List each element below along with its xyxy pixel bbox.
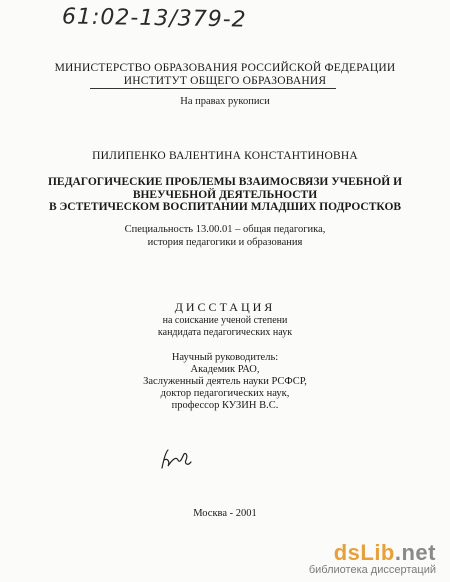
degree-statement xyxy=(0,315,450,339)
author-name: ПИЛИПЕНКО ВАЛЕНТИНА КОНСТАНТИНОВНА xyxy=(92,150,358,162)
institute-line: ИНСТИТУТ ОБЩЕГО ОБРАЗОВАНИЯ xyxy=(123,75,327,87)
archive-number-handwritten: 61:02-13/379-2 xyxy=(61,4,247,33)
supervisor-line: Академик РАО, xyxy=(190,364,260,375)
degree-line: на соискание ученой степени xyxy=(162,315,288,326)
title-line: ПЕДАГОГИЧЕСКИЕ ПРОБЛЕМЫ ВЗАИМОСВЯЗИ УЧЕБНОЙ И xyxy=(47,176,403,188)
handwritten-signature xyxy=(158,446,194,474)
supervisor-line: Научный руководитель: xyxy=(171,352,279,363)
ministry-header xyxy=(0,62,450,88)
supervisor-line: профессор КУЗИН В.С. xyxy=(171,400,279,411)
supervisor-block xyxy=(0,352,450,412)
ministry-line: МИНИСТЕРСТВО ОБРАЗОВАНИЯ РОССИЙСКОЙ ФЕДЕРАЦИИ xyxy=(54,62,396,74)
watermark-logo-name: dsLib xyxy=(333,540,395,565)
header-divider xyxy=(90,88,336,89)
specialty-line: история педагогики и образования xyxy=(147,236,303,248)
degree-line: кандидата педагогических наук xyxy=(157,327,293,338)
specialty-line: Специальность 13.00.01 – общая педагогика, xyxy=(124,224,326,235)
watermark xyxy=(309,540,436,576)
specialty xyxy=(0,224,450,249)
title-line: В ЭСТЕТИЧЕСКОМ ВОСПИТАНИИ МЛАДШИХ ПОДРОСТКОВ xyxy=(48,201,402,213)
supervisor-line: Заслуженный деятель науки РСФСР, xyxy=(143,376,307,387)
watermark-logo-domain: .net xyxy=(394,540,436,565)
dissertation-heading: ДИССТАЦИЯ xyxy=(174,300,276,314)
watermark-tagline: библиотека диссертаций xyxy=(308,564,436,576)
supervisor-line: доктор педагогических наук, xyxy=(160,388,290,399)
title-line: ВНЕУЧЕБНОЙ ДЕЯТЕЛЬНОСТИ xyxy=(132,188,318,201)
watermark-logo xyxy=(309,540,436,566)
manuscript-note: На правах рукописи xyxy=(180,96,270,107)
dissertation-title xyxy=(0,176,450,214)
city-year: Москва - 2001 xyxy=(193,508,257,519)
